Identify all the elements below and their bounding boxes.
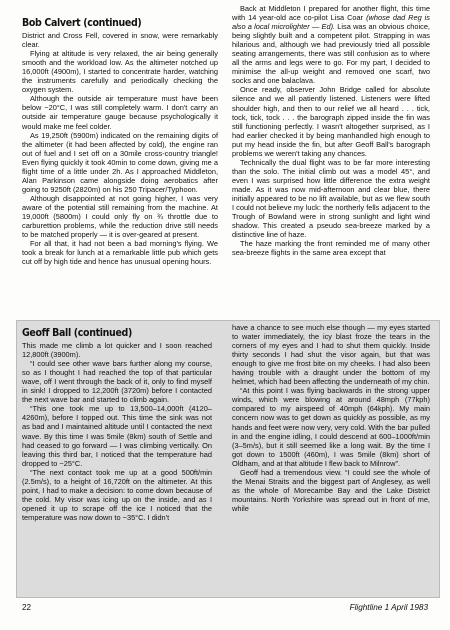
article-heading: Geoff Ball (continued) <box>22 326 132 339</box>
paragraph: Once ready, observer John Bridge called for absolute silence and we all patiently listened. Listeners were lifted shoulder high, and then to our relief we all heard . . . tick, tock, tick, tock . . . the barograph zipped inside the fin was still functioning perfectly. I wasn't altogether surprised, as I had earlier checked it by being manhandled high enough to put my head inside the fin, but after Geoff Ball's barograph problems we weren't taking any chances. <box>232 85 430 158</box>
paragraph: Geoff had a tremendous view. “I could see the whole of the Menai Straits and the biggest part of Anglesey, as well as the whole of Morecambe Bay and the Lake District mountains. North Yorkshire was spread out in front of me, while <box>232 467 430 513</box>
article-bottom-left-column <box>22 328 212 522</box>
paragraph: Flying at altitude is very relaxed, the air being generally smooth and the workload low. As the altimeter notched up 16,000ft (4900m), I started to concentrate harder, watching the instruments carefully and periodically checking the oxygen system. <box>22 49 218 95</box>
paragraph: “This one took me up to 13,500–14,000ft (4120–4260m), before I topped out. This time the sink was not as bad and I maintained altitude until I contacted the next wave. By this time I was 5mile (8km) south of Settle and had ceased to go forward — I was climbing vertically. On leaving this third bar, I noticed that the temperature had dropped to −25°C. <box>22 404 212 468</box>
article-top-right-column <box>232 4 430 257</box>
paragraph: Technically the dual flight was to be far more interesting than the solo. The initial climb out was a model 45°, and even I was surprised how little difference the extra weight made. As it was now mid-afternoon and clear blue, there initially appeared to be no lift available, but as we flew south I could not believe my luck: the northerly fells adjacent to the Trough of Bowland were in strong sunlight and light wind shadow. This created a pseudo sea-breeze marked by a distinctive line of haze. <box>232 157 430 240</box>
paragraph: “At this point I was flying backwards in the strong upper winds, which were blowing at around 48mph (77kph) compared to my airspeed of 40mph (64kph). My main concern now was to get down as quickly as possible, as my hands and feet were now very, very cold. With the bar pulled in and the engine idling, I could descend at 600–1000ft/min (3–5m/s), but it still seemed like a long wait. By the time I got down to 1500ft (460m), I was 5mile (8km) short of Oldham, and at that altitude I flew back to Milnrow”. <box>232 386 430 468</box>
paragraph: “I could see other wave bars further along my course, so as I thought I had reached the top of that particular wave, off I went through the back of it, only to find myself in sink! I dropped to 12,200ft (3720m) before I contacted the next wave bar and started to climb again. <box>22 359 212 405</box>
paragraph: Although disappointed at not going higher, I was very aware of the potential still remaining from the machine. At 19,000ft (5800m) I could only fly on ¾ throttle due to carburettion problems, while the reduction drive still needs to be matched properly — it is over-geared at present. <box>22 193 218 240</box>
article-heading: Bob Calvert (continued) <box>22 16 142 29</box>
editor-note: (whose dad Reg is also a local microlighter — Ed). <box>232 13 430 32</box>
paragraph: This made me climb a lot quicker and I soon reached 12,800ft (3900m). <box>22 341 212 360</box>
issue-footer: Flightline 1 April 1983 <box>349 603 428 612</box>
paragraph: District and Cross Fell, covered in snow, were remarkably clear. <box>22 31 218 50</box>
article-top-left-column <box>22 18 218 266</box>
paragraph-text: Lisa was an obvious choice, being slightly built and a competent pilot. Strapping in was hilarious and, although we had previously tried all possible seating arrangements, there was still confusion as to where all the arms and legs were to go. For my part, I decided to minimise the all-up weight and removed one scarf, two socks and one balaclava. <box>232 22 430 86</box>
paragraph: For all that, it had not been a bad morning's flying. We took a break for lunch at a remarkable little pub which gets cut off by high tide and hence has unusual opening hours. <box>22 239 218 267</box>
article-bottom-right-column <box>232 323 430 513</box>
paragraph: As 19,250ft (5900m) indicated on the remaining digits of the altimeter (it had been affected by cold), the engine ran out of fuel and I set off on a 30mile cross-country triangle! Even flying quickly it took 40min to come down, giving me a flight time of a little under 2h. As I approached Middleton, Alan Parkinson came alongside doing aerobatics after going to 9250ft (2820m) on his 250 Tripacer/Typhoon. <box>22 130 218 194</box>
paragraph: have a chance to see much else though — my eyes started to water immediately, the icy blast froze the tears in the corners of my eyes and I had to shut them quickly. Inside thirty seconds I had shut the visor again, but that was enough to give me frost bite on my cheeks. I had also been having trouble with a draught under the bottom of my helmet, which had been affecting the underneath of my chin. <box>232 323 430 387</box>
paragraph: Although the outside air temperature must have been below −20°C, I was still completely warm. I don't carry an outside air temperature gauge because psychologically it would make me feel colder. <box>22 94 218 131</box>
paragraph: “The next contact took me up at a good 500ft/min (2.5m/s), to a height of 16,720ft on the altimeter. At this point, I had to make a decision: to come down because of the cold. My visor was icing up on the inside, and as I opened it up to scrape off the ice I noticed that the temperature was now down to −35°C. I didn't <box>22 467 212 522</box>
paragraph-text: Back at Middleton I prepared for another flight, this time with 14 year-old ace co-pilot Lisa Coar <box>232 4 430 23</box>
page-number: 22 <box>22 603 32 612</box>
paragraph <box>232 4 430 85</box>
paragraph: The haze marking the front reminded me of many other sea-breeze flights in the same area except that <box>232 239 430 258</box>
